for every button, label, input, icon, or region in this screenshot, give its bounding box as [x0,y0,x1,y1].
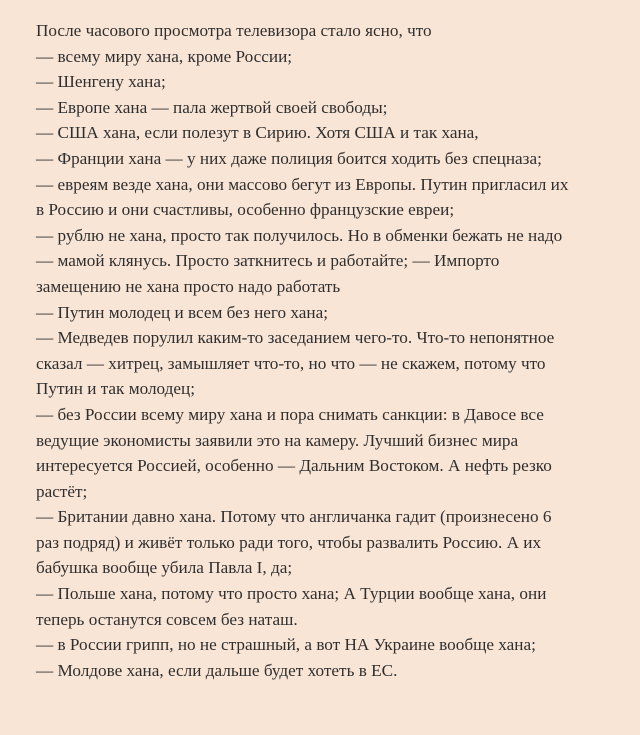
text-line: — Путин молодец и всем без него хана; [36,302,329,322]
text-line: — евреям везде хана, они массово бегут из Европы. Путин пригласил их [36,174,569,194]
text-line: После часового просмотра телевизора стало ясно, что [36,21,432,40]
text-line: интересуется Россией, особенно — Дальним Востоком. А нефть резко [36,456,552,476]
text-line: — в России грипп, но не страшный, а вот НА Украине вообще хана; [36,635,536,655]
text-line: — без России всему миру хана и пора снимать санкции: в Давосе все [36,404,544,424]
text-line: сказал — хитрец, замышляет что-то, но что — не скажем, потому что [36,353,546,373]
text-line: — Шенгену хана; [36,72,166,92]
text-line: бабушка вообще убила Павла I, да; [36,558,293,578]
text-line: — Молдове хана, если дальше будет хотеть в ЕС. [36,660,398,680]
text-line: — Медведев порулил каким-то заседанием чего-то. Что-то непонятное [36,328,555,348]
text-line: Путин и так молодец; [36,379,195,399]
text-line: замещению не хана просто надо работать [36,276,341,296]
text-line: теперь останутся совсем без наташ. [36,609,298,629]
text-line: ведущие экономисты заявили это на камеру. Лучший бизнес мира [36,430,519,450]
text-line: — США хана, если полезут в Сирию. Хотя США и так хана, [36,123,479,143]
text-line: — Британии давно хана. Потому что англичанка гадит (произнесено 6 [36,507,552,527]
text-line: растёт; [36,481,88,501]
text-line: — Польше хана, потому что просто хана; А Турции вообще хана, они [36,584,547,604]
text-line: — Франции хана — у них даже полиция боится ходить без спецназа; [36,148,542,168]
text-line: в Россию и они счастливы, особенно французские евреи; [36,200,455,220]
text-line: — всему миру хана, кроме России; [36,46,293,66]
text-line: раз подряд) и живёт только ради того, чтобы развалить Россию. А их [36,532,542,552]
text-body [36,18,620,683]
text-line: — мамой клянусь. Просто заткнитесь и работайте; — Импорто [36,251,500,271]
text-line: — рублю не хана, просто так получилось. Но в обменки бежать не надо [36,225,563,245]
text-line: — Европе хана — пала жертвой своей свободы; [36,97,388,117]
